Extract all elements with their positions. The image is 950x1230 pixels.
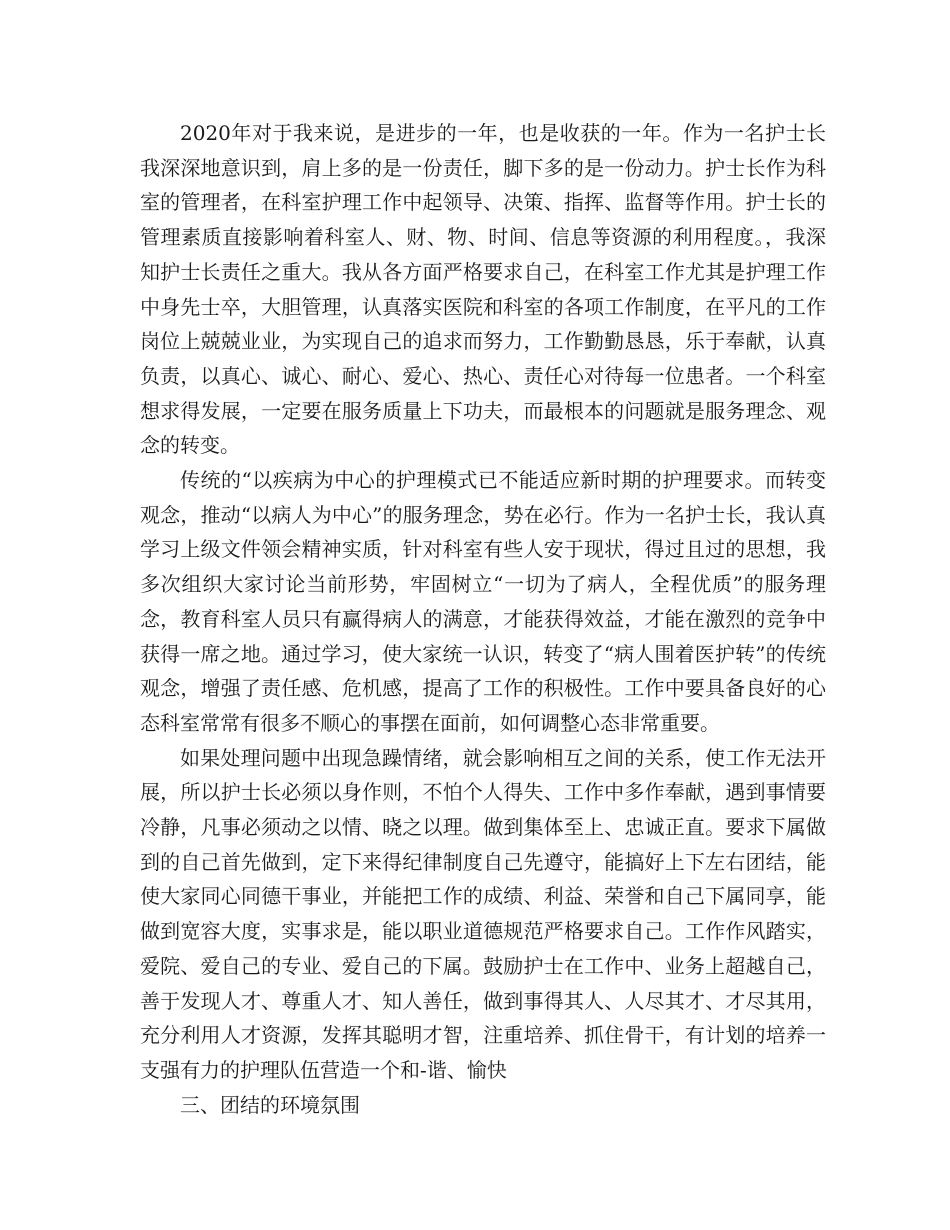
paragraph-3: 如果处理问题中出现急躁情绪，就会影响相互之间的关系，使工作无法开展，所以护士长必须以身作则，不怕个人得失、工作中多作奉献，遇到事情要冷静，凡事必须动之以情、晓之以理。做到集体至上、忠诚正直。要求下属做到的自己首先做到，定下来得纪律制度自己先遵守，能搞好上下左右团结，能使大家同心同德干事业，并能把工作的成绩、利益、荣誉和自己下属同享，能做到宽容大度，实事求是，能以职业道德规范严格要求自己。工作作风踏实，爱院、爱自己的专业、爱自己的下属。鼓励护士在工作中、业务上超越自己，善于发现人才、尊重人才、知人善任，做到事得其人、人尽其才、才尽其用，充分利用人才资源，发挥其聪明才智，注重培养、抓住骨干，有计划的培养一支强有力的护理队伍营造一个和-谐、愉快 <box>140 745 826 1082</box>
paragraph-2: 传统的“以疾病为中心的护理模式已不能适应新时期的护理要求。而转变观念，推动“以病人为中心”的服务理念，势在必行。作为一名护士长，我认真学习上级文件领会精神实质，针对科室有些人安于现状，得过且过的思想，我多次组织大家讨论当前形势，牢固树立“一切为了病人，全程优质”的服务理念，教育科室人员只有赢得病人的满意，才能获得效益，才能在激烈的竞争中获得一席之地。通过学习，使大家统一认识，转变了“病人围着医护转”的传统观念，增强了责任感、危机感，提高了工作的积极性。工作中要具备良好的心态科室常常有很多不顺心的事摆在面前，如何调整心态非常重要。 <box>140 468 826 735</box>
document-body <box>140 116 826 1122</box>
paragraph-1: 2020年对于我来说，是进步的一年，也是收获的一年。作为一名护士长我深深地意识到，肩上多的是一份责任，脚下多的是一份动力。护士长作为科室的管理者，在科室护理工作中起领导、决策、指挥、监督等作用。护士长的管理素质直接影响着科室人、财、物、时间、信息等资源的利用程度。，我深知护士长责任之重大。我从各方面严格要求自己，在科室工作尤其是护理工作中身先士卒，大胆管理，认真落实医院和科室的各项工作制度，在平凡的工作岗位上兢兢业业，为实现自己的追求而努力，工作勤勤恳恳，乐于奉献，认真负责，以真心、诚心、耐心、爱心、热心、责任心对待每一位患者。一个科室想求得发展，一定要在服务质量上下功夫，而最根本的问题就是服务理念、观念的转变。 <box>140 121 826 458</box>
section-heading: 三、团结的环境氛围 <box>180 1092 360 1117</box>
